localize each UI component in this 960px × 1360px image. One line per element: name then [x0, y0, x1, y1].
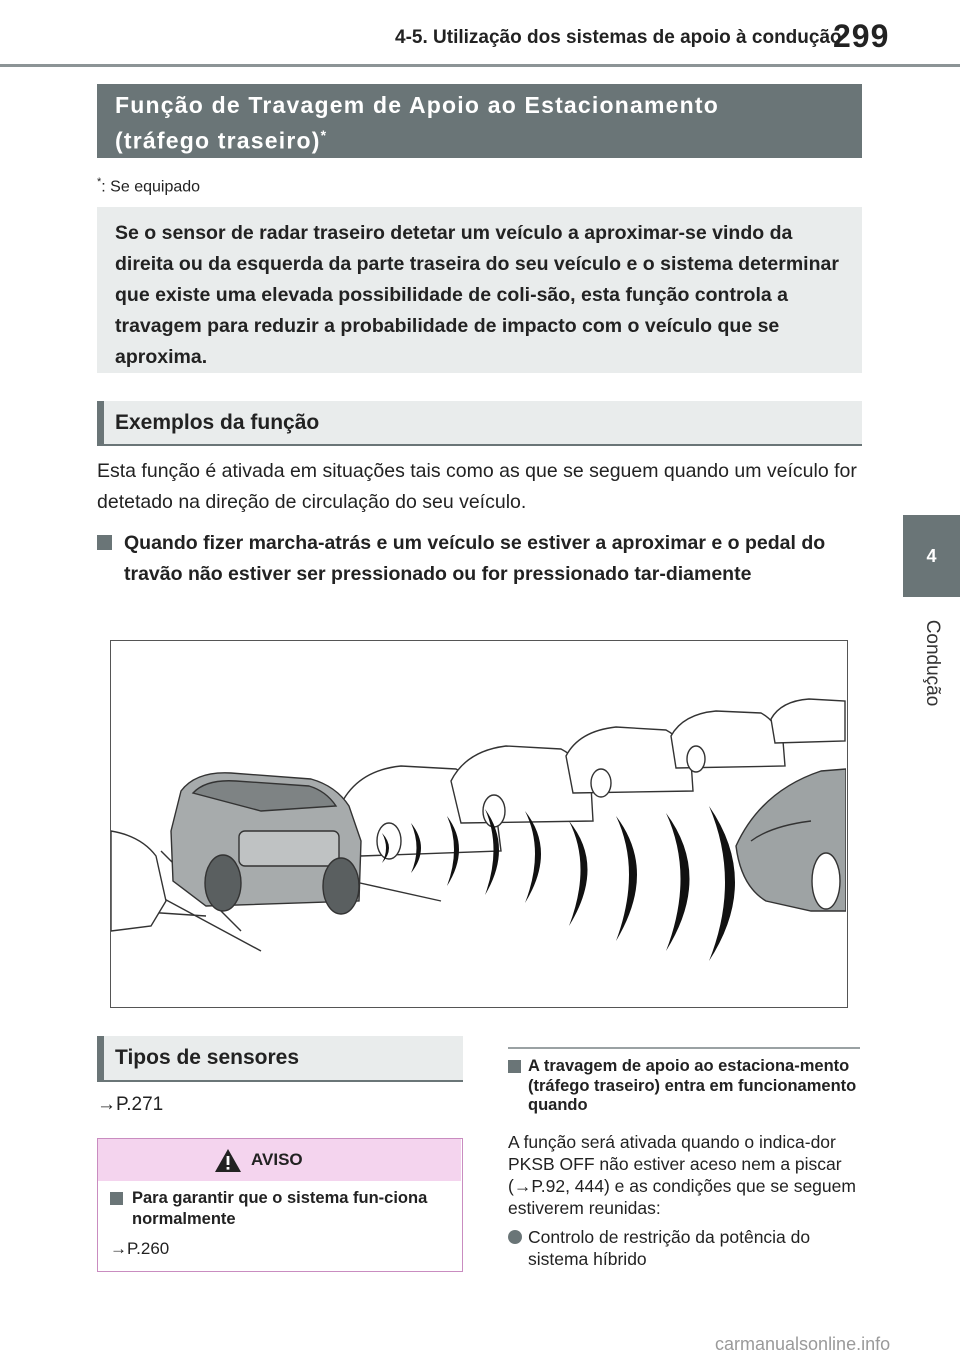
warning-header [98, 1139, 461, 1181]
chapter-label: Condução [921, 619, 943, 706]
main-heading-line2: (tráfego traseiro) [115, 127, 321, 154]
equipment-note [97, 176, 200, 196]
right-column-rule [508, 1047, 860, 1049]
round-bullet-icon [508, 1230, 522, 1244]
case-title [97, 528, 862, 590]
activation-paragraph: A função será ativada quando o indica-dor PKSB OFF não estiver aceso nem a piscar (→P.92, 444) e as condições que se seguem estiverem reunidas: [508, 1132, 856, 1218]
page-number: 299 [833, 18, 890, 54]
warning-subtitle [110, 1188, 455, 1230]
activation-title-text: A travagem de apoio ao estaciona-mento (tráfego traseiro) entra em funcionamento quando [528, 1057, 857, 1114]
examples-heading-text: Exemplos da função [115, 410, 320, 434]
equipment-note-marker: * [97, 176, 102, 188]
section-title: 4-5. Utilização dos sistemas de apoio à condução [395, 27, 842, 48]
main-heading [97, 84, 862, 158]
examples-heading [97, 401, 862, 446]
equipment-marker: * [320, 127, 328, 143]
parking-illustration [110, 640, 848, 1008]
warning-box [97, 1138, 463, 1272]
square-bullet-icon [97, 535, 112, 550]
chapter-label-container [903, 600, 960, 725]
warning-page-reference[interactable]: →P.260 [110, 1239, 170, 1258]
examples-text: Esta função é ativada em situações tais como as que se seguem quando um veículo for detetado na direção de circulação do seu veículo. [97, 460, 857, 513]
header-rule [0, 64, 960, 67]
square-bullet-icon [508, 1060, 521, 1073]
case-title-text: Quando fizer marcha-atrás e um veículo se estiver a aproximar e o pedal do travão não estiver ser pressionado ou for pressionado tar-diamente [124, 532, 826, 585]
main-heading-line1: Função de Travagem de Apoio ao Estacionamento [115, 92, 719, 118]
sensor-page-reference[interactable]: →P.271 [97, 1094, 164, 1115]
equipment-note-text: : Se equipado [101, 178, 201, 196]
sensors-heading [97, 1036, 463, 1082]
rear-cross-traffic-illustration [111, 641, 846, 1006]
warning-label: AVISO [251, 1150, 303, 1169]
watermark: carmanualsonline.info [715, 1334, 891, 1354]
square-bullet-icon [110, 1192, 123, 1205]
activation-title [508, 1057, 860, 1116]
intro-box [97, 207, 862, 373]
warning-subtitle-text: Para garantir que o sistema fun-ciona normalmente [132, 1189, 428, 1228]
condition-list-item [508, 1226, 860, 1270]
warning-triangle-icon [213, 1147, 243, 1174]
condition-text: Controlo de restrição da potência do sistema híbrido [528, 1227, 811, 1269]
intro-text: Se o sensor de radar traseiro detetar um veículo a aproximar-se vindo da direita ou da esquerda da parte traseira do seu veículo e o sistema determinar que existe uma elevada possibilidade de coli-são, esta função controla a travagem para reduzir a probabilidade de impacto com o veículo que se aproxima. [115, 222, 839, 368]
chapter-tab [903, 515, 960, 597]
sensors-heading-text: Tipos de sensores [115, 1046, 300, 1069]
chapter-number: 4 [926, 545, 937, 566]
